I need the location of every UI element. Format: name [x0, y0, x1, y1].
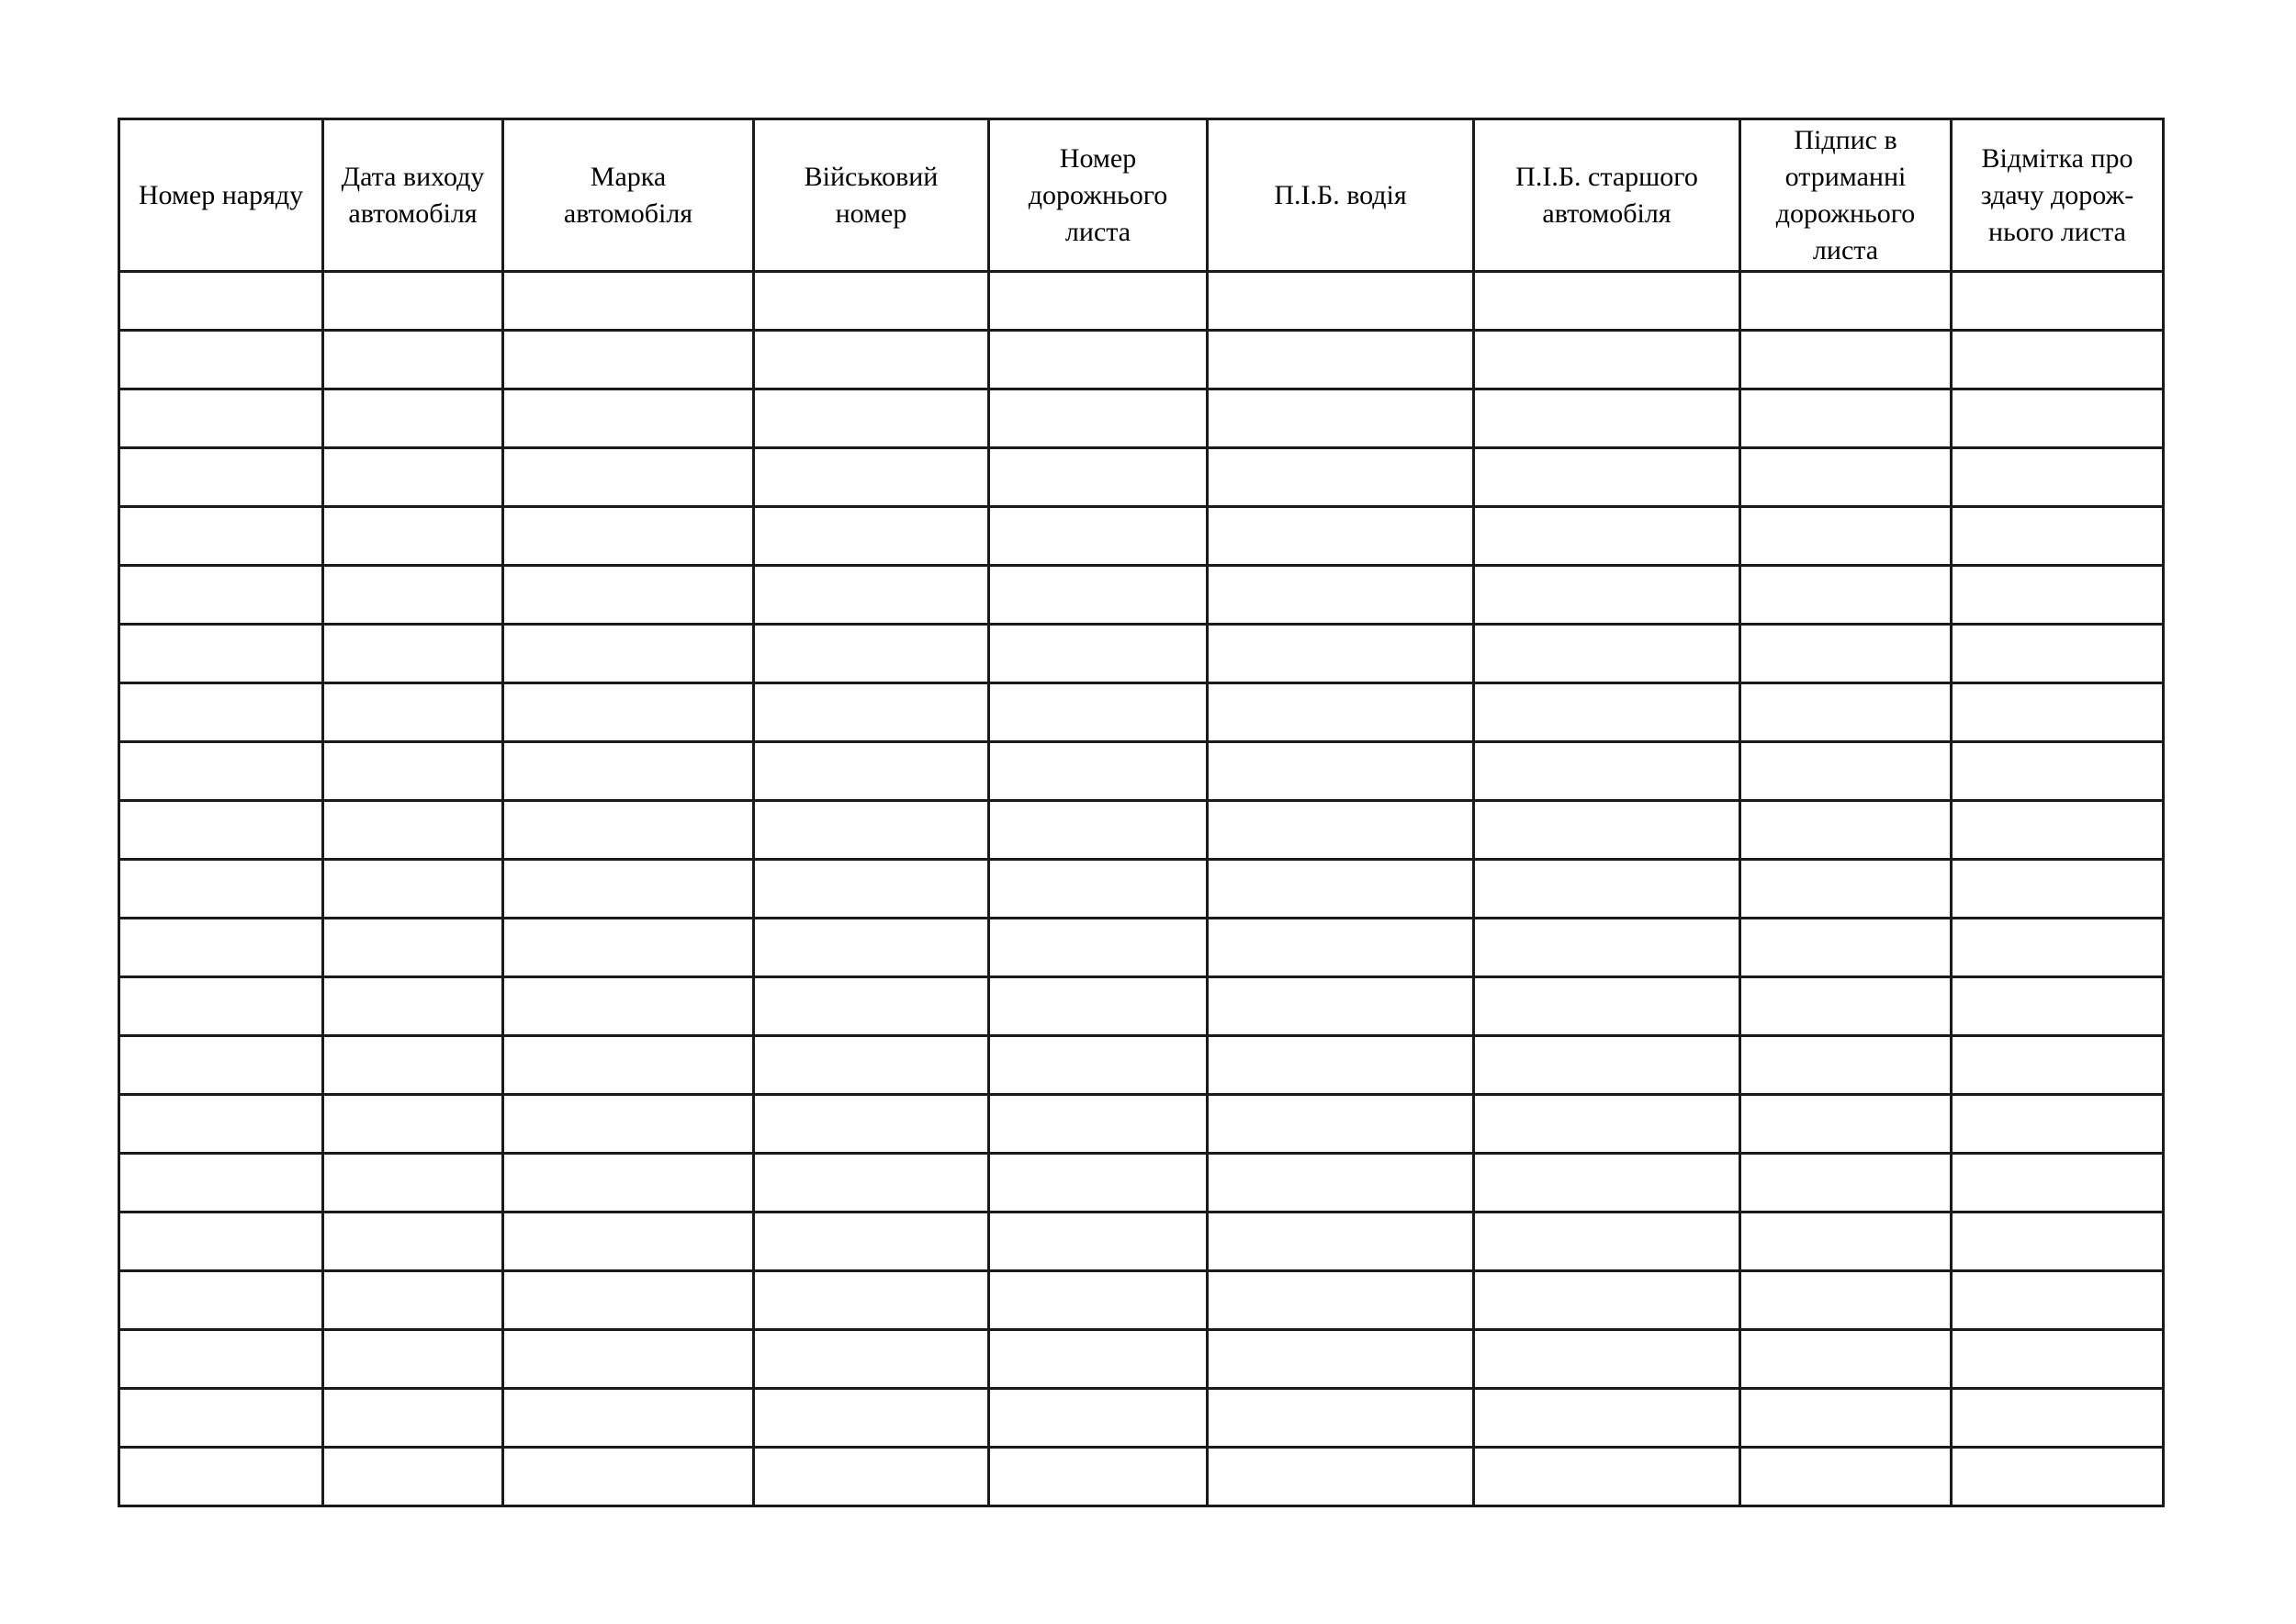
table-cell: [989, 1095, 1208, 1154]
table-cell: [1952, 860, 2164, 919]
column-header-receipt-signature: Підпис в отриманні дорожнього листа: [1740, 119, 1952, 272]
table-cell: [323, 977, 503, 1036]
table-row: [119, 683, 2164, 742]
column-header-waybill-number: Номер дорожнього листа: [989, 119, 1208, 272]
table-cell: [119, 507, 323, 566]
table-cell: [1208, 566, 1474, 625]
table-cell: [989, 1330, 1208, 1389]
table-cell: [1740, 1389, 1952, 1448]
vehicle-dispatch-log-table: [118, 118, 2165, 1507]
table-cell: [119, 1448, 323, 1506]
table-cell: [1474, 977, 1740, 1036]
table-cell: [754, 1389, 989, 1448]
table-cell: [323, 507, 503, 566]
table-cell: [119, 566, 323, 625]
table-cell: [119, 1095, 323, 1154]
table-cell: [1474, 507, 1740, 566]
table-cell: [323, 1330, 503, 1389]
table-cell: [1474, 566, 1740, 625]
table-cell: [1474, 1448, 1740, 1506]
table-row: [119, 1212, 2164, 1271]
table-cell: [1740, 566, 1952, 625]
table-cell: [1740, 448, 1952, 507]
table-cell: [1740, 331, 1952, 389]
table-cell: [1208, 860, 1474, 919]
table-cell: [323, 331, 503, 389]
table-cell: [754, 683, 989, 742]
column-header-vehicle-make: Марка автомобіля: [503, 119, 754, 272]
table-cell: [1952, 1330, 2164, 1389]
table-cell: [323, 1389, 503, 1448]
table-cell: [1740, 1036, 1952, 1095]
table-cell: [119, 272, 323, 331]
table-cell: [1474, 1095, 1740, 1154]
table-cell: [1208, 1095, 1474, 1154]
table-row: [119, 1095, 2164, 1154]
table-cell: [989, 566, 1208, 625]
table-row: [119, 331, 2164, 389]
table-cell: [1740, 977, 1952, 1036]
table-cell: [119, 1389, 323, 1448]
table-cell: [503, 331, 754, 389]
table-cell: [323, 860, 503, 919]
table-cell: [323, 1154, 503, 1212]
table-cell: [1208, 1036, 1474, 1095]
table-cell: [754, 1448, 989, 1506]
table-cell: [1208, 1154, 1474, 1212]
table-cell: [989, 1036, 1208, 1095]
table-row: [119, 919, 2164, 977]
table-cell: [1952, 625, 2164, 683]
table-cell: [503, 1330, 754, 1389]
table-cell: [1208, 272, 1474, 331]
table-cell: [1952, 1448, 2164, 1506]
table-cell: [1208, 801, 1474, 860]
table-cell: [503, 1036, 754, 1095]
table-cell: [754, 389, 989, 448]
table-cell: [503, 801, 754, 860]
table-cell: [503, 683, 754, 742]
table-cell: [1740, 1271, 1952, 1330]
table-cell: [754, 919, 989, 977]
table-cell: [1474, 919, 1740, 977]
table-row: [119, 1271, 2164, 1330]
table-cell: [1474, 1154, 1740, 1212]
table-row: [119, 625, 2164, 683]
table-cell: [1952, 1212, 2164, 1271]
table-cell: [119, 389, 323, 448]
table-cell: [989, 331, 1208, 389]
table-cell: [754, 272, 989, 331]
table-cell: [119, 919, 323, 977]
table-cell: [1740, 742, 1952, 801]
table-cell: [1474, 389, 1740, 448]
table-cell: [1952, 389, 2164, 448]
table-row: [119, 801, 2164, 860]
table-cell: [1208, 331, 1474, 389]
table-cell: [1740, 860, 1952, 919]
table-cell: [1208, 742, 1474, 801]
table-cell: [1474, 1212, 1740, 1271]
table-cell: [1208, 1212, 1474, 1271]
table-cell: [323, 1095, 503, 1154]
table-cell: [119, 331, 323, 389]
table-cell: [1740, 919, 1952, 977]
table-cell: [754, 1154, 989, 1212]
table-cell: [1208, 977, 1474, 1036]
table-cell: [1208, 1448, 1474, 1506]
table-cell: [1474, 1036, 1740, 1095]
table-cell: [1740, 389, 1952, 448]
column-header-return-mark: Відмітка про здачу дорож- нього листа: [1952, 119, 2164, 272]
table-cell: [119, 860, 323, 919]
table-row: [119, 507, 2164, 566]
table-cell: [1474, 1271, 1740, 1330]
table-cell: [323, 1036, 503, 1095]
column-header-order-number: Номер наряду: [119, 119, 323, 272]
table-cell: [1740, 683, 1952, 742]
table-cell: [119, 1212, 323, 1271]
table-cell: [989, 683, 1208, 742]
table-cell: [1474, 331, 1740, 389]
column-header-senior-name: П.І.Б. старшого автомобіля: [1474, 119, 1740, 272]
table-row: [119, 860, 2164, 919]
table-cell: [989, 742, 1208, 801]
table-cell: [323, 448, 503, 507]
table-row: [119, 742, 2164, 801]
table-cell: [119, 1271, 323, 1330]
table-cell: [989, 1448, 1208, 1506]
table-cell: [1208, 507, 1474, 566]
table-cell: [754, 331, 989, 389]
table-cell: [1952, 919, 2164, 977]
table-cell: [503, 1095, 754, 1154]
table-cell: [503, 919, 754, 977]
table-cell: [503, 507, 754, 566]
table-cell: [323, 625, 503, 683]
table-cell: [1952, 1036, 2164, 1095]
table-cell: [1952, 566, 2164, 625]
table-cell: [754, 742, 989, 801]
table-cell: [503, 1154, 754, 1212]
table-cell: [1208, 1330, 1474, 1389]
table-cell: [503, 1271, 754, 1330]
table-cell: [323, 566, 503, 625]
table-cell: [503, 448, 754, 507]
table-cell: [119, 1036, 323, 1095]
table-cell: [754, 1330, 989, 1389]
table-cell: [119, 1154, 323, 1212]
table-cell: [323, 742, 503, 801]
table-cell: [503, 742, 754, 801]
table-cell: [1952, 683, 2164, 742]
table-cell: [119, 448, 323, 507]
table-cell: [989, 1389, 1208, 1448]
table-cell: [119, 977, 323, 1036]
table-cell: [503, 389, 754, 448]
table-cell: [1740, 1448, 1952, 1506]
table-cell: [503, 1212, 754, 1271]
table-cell: [989, 1271, 1208, 1330]
table-row: [119, 1330, 2164, 1389]
table-cell: [754, 1036, 989, 1095]
table-cell: [989, 1212, 1208, 1271]
table-cell: [754, 1095, 989, 1154]
table-cell: [119, 683, 323, 742]
table-cell: [754, 801, 989, 860]
table-row: [119, 272, 2164, 331]
table-cell: [754, 625, 989, 683]
table-cell: [754, 977, 989, 1036]
table-cell: [754, 448, 989, 507]
table-cell: [1952, 272, 2164, 331]
table-cell: [323, 1212, 503, 1271]
table-cell: [503, 566, 754, 625]
table-cell: [1740, 625, 1952, 683]
table-cell: [754, 507, 989, 566]
table-cell: [1952, 977, 2164, 1036]
table-cell: [989, 625, 1208, 683]
table-cell: [1740, 272, 1952, 331]
table-cell: [323, 1271, 503, 1330]
table-row: [119, 1389, 2164, 1448]
table-cell: [1740, 801, 1952, 860]
table-cell: [1952, 1389, 2164, 1448]
table-row: [119, 448, 2164, 507]
table-cell: [1952, 1095, 2164, 1154]
table-cell: [1952, 507, 2164, 566]
table-cell: [323, 683, 503, 742]
column-header-driver-name: П.І.Б. водія: [1208, 119, 1474, 272]
table-cell: [323, 919, 503, 977]
table-cell: [1208, 1389, 1474, 1448]
table-row: [119, 1448, 2164, 1506]
table-cell: [1740, 1212, 1952, 1271]
table-cell: [989, 272, 1208, 331]
table-cell: [323, 801, 503, 860]
form-sheet: [118, 118, 2162, 1506]
table-cell: [989, 919, 1208, 977]
table-cell: [119, 625, 323, 683]
table-cell: [989, 860, 1208, 919]
table-cell: [119, 742, 323, 801]
table-cell: [1952, 742, 2164, 801]
table-cell: [1952, 1154, 2164, 1212]
table-cell: [1208, 919, 1474, 977]
table-cell: [754, 1271, 989, 1330]
column-header-departure-date: Дата виходу автомобіля: [323, 119, 503, 272]
table-cell: [989, 507, 1208, 566]
table-cell: [1474, 625, 1740, 683]
table-row: [119, 1154, 2164, 1212]
table-cell: [1474, 860, 1740, 919]
table-cell: [323, 272, 503, 331]
table-cell: [989, 801, 1208, 860]
table-cell: [1740, 1095, 1952, 1154]
table-cell: [1208, 683, 1474, 742]
table-cell: [503, 1389, 754, 1448]
table-row: [119, 566, 2164, 625]
table-cell: [989, 1154, 1208, 1212]
table-cell: [989, 448, 1208, 507]
table-cell: [1474, 1330, 1740, 1389]
table-cell: [1474, 683, 1740, 742]
table-cell: [1474, 1389, 1740, 1448]
table-cell: [1952, 1271, 2164, 1330]
table-cell: [503, 1448, 754, 1506]
table-cell: [1474, 801, 1740, 860]
table-row: [119, 389, 2164, 448]
table-cell: [754, 860, 989, 919]
table-cell: [754, 1212, 989, 1271]
table-cell: [1740, 1330, 1952, 1389]
table-header: [119, 119, 2164, 272]
column-header-military-number: Військовий номер: [754, 119, 989, 272]
table-cell: [323, 389, 503, 448]
table-cell: [119, 1330, 323, 1389]
table-cell: [1740, 1154, 1952, 1212]
table-cell: [503, 860, 754, 919]
table-cell: [503, 272, 754, 331]
table-cell: [754, 566, 989, 625]
table-row: [119, 1036, 2164, 1095]
table-cell: [323, 1448, 503, 1506]
table-row: [119, 977, 2164, 1036]
table-cell: [1740, 507, 1952, 566]
table-cell: [119, 801, 323, 860]
table-cell: [503, 625, 754, 683]
table-cell: [1952, 801, 2164, 860]
table-cell: [989, 389, 1208, 448]
table-cell: [989, 977, 1208, 1036]
table-cell: [1208, 448, 1474, 507]
table-cell: [1474, 742, 1740, 801]
table-cell: [1208, 625, 1474, 683]
table-body: [119, 272, 2164, 1506]
table-cell: [503, 977, 754, 1036]
table-cell: [1208, 1271, 1474, 1330]
table-cell: [1952, 448, 2164, 507]
table-cell: [1474, 448, 1740, 507]
header-row: [119, 119, 2164, 272]
table-cell: [1952, 331, 2164, 389]
table-cell: [1474, 272, 1740, 331]
table-cell: [1208, 389, 1474, 448]
